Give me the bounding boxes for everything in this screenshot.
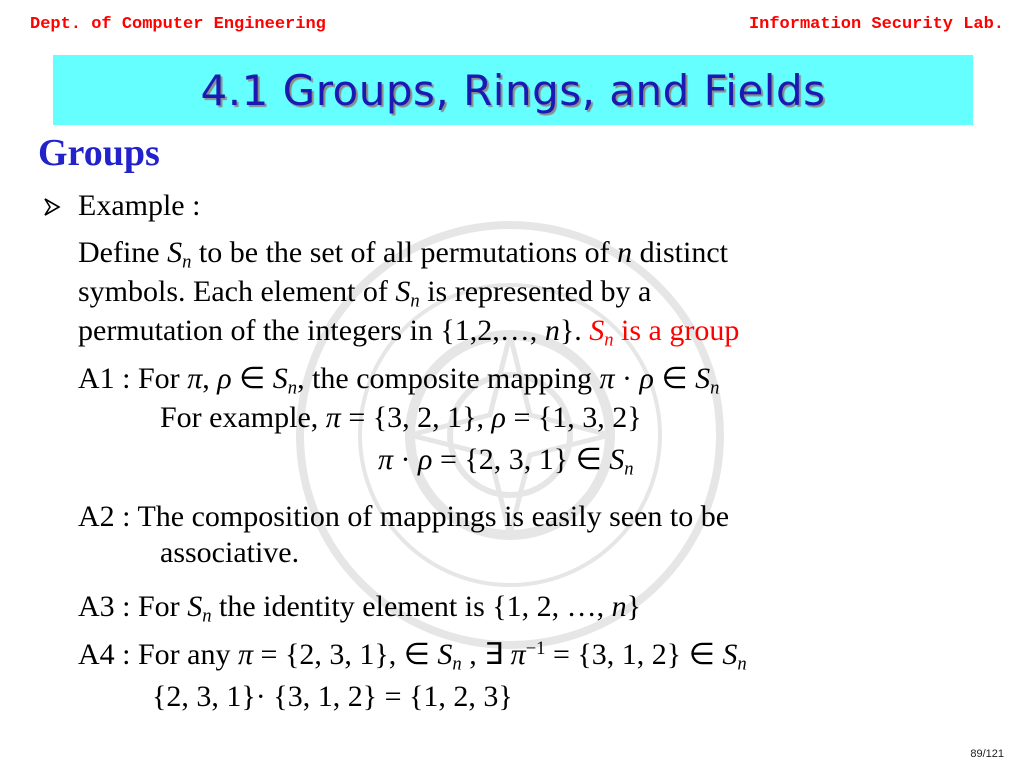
a2-line-1: A2 : The composition of mappings is easily seen to be bbox=[78, 500, 730, 533]
header-lab: Information Security Lab. bbox=[748, 15, 1004, 34]
a4-line-2: {2, 3, 1}· {3, 1, 2} = {1, 2, 3} bbox=[152, 680, 513, 713]
a1-line-1: A1 : For π, ρ ∈ $S_n$, the composite mapping π · ρ ∈ $S_n$ bbox=[78, 362, 720, 399]
define-line-2: symbols. Each element of $S_n$ is represented by a bbox=[78, 275, 652, 312]
title-banner bbox=[53, 55, 973, 125]
a1-line-3: π · ρ = {2, 3, 1} ∈ $S_n$ bbox=[378, 443, 634, 480]
a3-line-1: A3 : For $S_n$ the identity element is {1, 2, …, n} bbox=[78, 590, 642, 627]
example-label: Example : bbox=[78, 189, 201, 222]
a2-line-2: associative. bbox=[160, 536, 300, 569]
page-number: 89/121 bbox=[970, 748, 1004, 760]
define-line-3: permutation of the integers in {1,2,…, n}. $S_n$ is a group bbox=[78, 314, 740, 351]
a4-line-1: A4 : For any π = {2, 3, 1}, ∈ $S_n$ , ∃ $\pi^{-1} = \{3$, 1, 2} ∈ $S_n$ bbox=[78, 637, 747, 675]
section-heading: Groups bbox=[38, 132, 160, 174]
a1-line-2: For example, π = {3, 2, 1}, ρ = {1, 3, 2} bbox=[160, 401, 642, 434]
arrow-bullet-icon bbox=[42, 197, 62, 217]
header-dept: Dept. of Computer Engineering bbox=[30, 15, 326, 34]
define-line-1: Define $S_n$ to be the set of all permutations of n distinct bbox=[78, 236, 728, 273]
slide-title: 4.1 Groups, Rings, and Fields bbox=[200, 65, 826, 115]
